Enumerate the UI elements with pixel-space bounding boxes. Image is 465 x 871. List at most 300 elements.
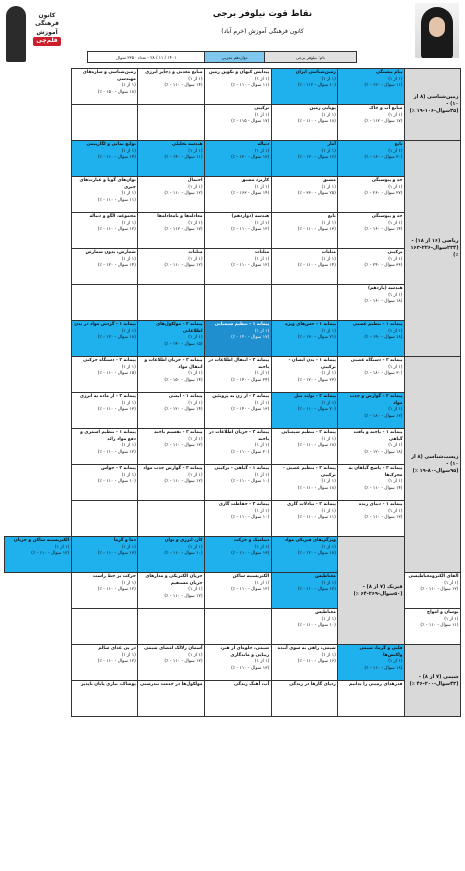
topic-cell [205, 357, 272, 393]
topic-title: زمین‌شناسی و سازه‌های مهندسی [82, 70, 136, 82]
table-row [5, 537, 461, 573]
topic-title: منابع معدنی و ذخایر انرژی [145, 70, 203, 75]
topic-stat: (۱ از ۱) [188, 220, 203, 226]
topic-stat: (۱۲ سوال - ۱۱۰ - ٪) [231, 227, 270, 232]
topic-cell [138, 501, 205, 537]
topic-stat: (۱ از ۱) [388, 112, 403, 118]
topic-cell [205, 501, 272, 537]
topic-title: پیمانه ۱ - ایمنی [168, 394, 203, 399]
exam-date: ۱۴۰۱ / ۱۱ / ۲۸ - تعداد ۳۳۵۰ سوال [88, 52, 204, 62]
topic-stat: (۱ از ۱) [388, 328, 403, 334]
topic-stat: (۱۱ سوال - ۱۱۰ - ٪) [297, 515, 336, 520]
topic-stat: (۱۱ سوال - ۱۲۰ - ٪) [364, 83, 403, 88]
topic-stat: (۱ از ۱) [188, 335, 203, 340]
topic-stat: (۱ از ۱) [188, 148, 203, 154]
subject-cell: زمین‌شناسی (۸ از ۱۰) - (۳۵سوال-۱۰۶-۱۹ ٪) [405, 69, 461, 141]
topic-stat: (۱۲ سوال - ۱۱۰ - ٪) [164, 479, 203, 484]
topic-cell [338, 213, 405, 249]
topic-stat: (۱۶ سوال - ۱۱۰ - ٪) [297, 659, 336, 664]
topic-stat: (۱۵ سوال - ۱۱۰ - ٪) [97, 371, 136, 376]
topic-cell [138, 249, 205, 285]
table-row [5, 69, 461, 105]
topic-cell [205, 105, 272, 141]
topic-title: مولکول‌ها در خدمت تندرستی [140, 682, 203, 687]
topic-title: احتمال [187, 178, 203, 183]
topic-title: هندسه (دوازدهم) [231, 214, 270, 219]
topic-stat: (۱ از ۱) [321, 76, 336, 82]
topic-stat: (۱۲ سوال - ۱۱۰ - ٪) [420, 587, 459, 592]
topic-cell [138, 681, 205, 717]
table-row [5, 501, 461, 537]
topic-cell [338, 141, 405, 177]
table-row [5, 429, 461, 465]
topic-stat: (۱۲ سوال - ۱۱۰ - ٪) [31, 551, 70, 556]
topic-cell [138, 537, 205, 573]
topic-stat: (۱ از ۱) [188, 544, 203, 550]
topic-stat: (۱۲ سوال - ۱۱۰ - ٪) [97, 659, 136, 664]
table-row [5, 321, 461, 357]
topic-cell [405, 573, 461, 609]
topic-stat: (۱ از ۱) [388, 184, 403, 190]
topic-title: آسمان زلالک امضای شیمی [144, 646, 203, 651]
topic-cell [338, 645, 405, 681]
topic-stat: (۱ از ۱) [444, 616, 459, 622]
topic-title: منابع آب و خاک [369, 106, 403, 111]
table-row [5, 645, 461, 681]
topic-cell [271, 681, 338, 717]
topic-stat: (۱۲ سوال - ۱۱۰ - ٪) [231, 587, 270, 592]
topic-title: حد و پیوستگی [371, 178, 403, 183]
table-row [5, 357, 461, 393]
topic-title: پیام بیستگی [375, 70, 403, 75]
topic-stat: (۱ از ۱) [254, 76, 270, 82]
topic-stat: (۱۴ سوال - ۱۲۰ - ٪) [164, 407, 203, 412]
topic-cell [271, 105, 338, 141]
topic-stat: (۱ از ۱) [321, 436, 336, 442]
topic-stat: (۱ از ۱) [188, 652, 203, 658]
topic-cell [71, 321, 138, 357]
topic-stat: (۱ از ۱) [321, 328, 336, 334]
topic-stat: (۱۸ سوال - ۱۵۰ - ٪) [97, 89, 136, 95]
topic-stat: (۱ از ۱) [188, 256, 203, 262]
topic-stat: (۱ از ۱) [254, 184, 270, 190]
topic-stat: (۱۱ سوال - ۱۱۰ - ٪) [97, 197, 136, 203]
topic-title: پیمانه ۳ - جریان اطلاعات در یاخته [208, 430, 270, 442]
topic-stat: (۱ از ۱) [254, 148, 270, 154]
topic-cell [71, 393, 138, 429]
topic-title: تابع [327, 214, 336, 219]
strengths-table [4, 68, 461, 717]
table-row [5, 105, 461, 141]
topic-cell [71, 429, 138, 465]
topic-cell [205, 249, 272, 285]
topic-title: ویژگی‌های فیزیکی مواد [284, 538, 336, 543]
topic-stat: (۱ از ۱) [388, 659, 403, 664]
topic-title: مثلثات [321, 250, 336, 255]
topic-stat: (۱۲ سوال - ۱۱۰ - ٪) [231, 263, 270, 268]
table-row [5, 465, 461, 501]
topic-stat: (۱۶ سوال - ۱۲۰ - ٪) [297, 155, 336, 160]
topic-title: معادله‌ها و نامعادله‌ها [157, 214, 203, 219]
student-photo [415, 3, 459, 58]
topic-title: نوسان و امواج [426, 610, 459, 615]
topic-title: کاربرد مشتق [241, 178, 270, 183]
topic-stat: (۱۸ سوال - ۱۲۰ - ٪) [97, 335, 136, 340]
topic-title: پویایی زمین [309, 106, 336, 111]
topic-stat: (۱ از ۱) [321, 371, 336, 376]
topic-stat: (۱۲ سوال - ۱۸۰ - ٪) [364, 413, 403, 419]
topic-stat: (۱۰ سوال - ۱۱۰ - ٪) [231, 515, 270, 520]
topic-title: پیمانه ۱ - گردش مواد در بدن [74, 322, 136, 327]
topic-cell [338, 249, 405, 285]
topic-stat: (۱ از ۱) [121, 400, 136, 406]
topic-title: حرکت بر خط راست [92, 574, 136, 579]
topic-title: شیمی، جلوه‌ای از هنر، زیبایی و ماندگاری [220, 646, 270, 658]
topic-stat: (۳۶ سوال - ۲۴۰ - ٪) [364, 263, 403, 268]
topic-cell [338, 393, 405, 429]
topic-title: کار، انرژی و توان [164, 538, 203, 543]
topic-title: پیمانه ۲ - حفاظت گازی [218, 502, 270, 507]
topic-stat: (۱ از ۱) [188, 472, 203, 478]
topic-stat: (۱ از ۱) [254, 112, 270, 118]
topic-stat: (۱ از ۱) [188, 587, 203, 592]
topic-stat: (۱۰ سوال - ۱۱۰ - ٪) [231, 479, 270, 484]
topic-title: پیدایش کیهان و تکوین زمین [208, 70, 270, 75]
topic-title: پیمانه ۱ - تنظیم اسمزی و دفع مواد زائد [80, 430, 136, 442]
topic-cell [271, 501, 338, 537]
topic-cell [205, 141, 272, 177]
topic-cell [71, 69, 138, 105]
topic-stat: (۱۱ سوال - ۱۱۰ - ٪) [231, 83, 270, 88]
topic-cell [205, 429, 272, 465]
topic-cell [138, 645, 205, 681]
topic-stat: (۱ از ۱) [121, 148, 136, 154]
topic-cell [71, 681, 138, 717]
topic-stat: (۱ از ۱) [388, 479, 403, 484]
topic-cell [205, 321, 272, 357]
topic-stat: (۱ از ۱) [321, 148, 336, 154]
topic-cell [338, 681, 405, 717]
topic-stat: (۱۸ سوال - ۱۱۰ - ٪) [364, 665, 403, 671]
topic-title: پیمانه ۲ - تنظیم عصبی - ترکیبی [283, 466, 336, 478]
topic-stat: (۱ از ۱) [321, 112, 336, 118]
topic-cell [338, 465, 405, 501]
topic-stat: (۱ از ۱) [254, 472, 270, 478]
topic-stat: (۱۲ سوال - ۱۱۰ - ٪) [97, 227, 136, 232]
topic-cell [205, 69, 272, 105]
topic-stat: (۱ از ۱) [121, 652, 136, 658]
topic-cell [71, 249, 138, 285]
topic-stat: (۱۲ سوال - ۱۱۰ - ٪) [97, 587, 136, 592]
table-row [5, 177, 461, 213]
topic-title: زمین‌شناسی ایران [295, 70, 336, 75]
topic-cell [338, 321, 405, 357]
topic-cell [138, 573, 205, 609]
topic-title: مشتق [322, 178, 336, 183]
topic-stat: (۱ از ۱) [188, 76, 203, 82]
topic-cell [205, 645, 272, 681]
topic-title: آمار [327, 142, 336, 147]
student-info-bar [87, 51, 357, 63]
topic-stat: (۲۳ سوال - ۱۲۰ - ٪) [297, 377, 336, 383]
topic-stat: (۱۱ سوال - ۱۴۰ - ٪) [164, 155, 203, 160]
topic-stat: (۱ از ۱) [321, 184, 336, 190]
topic-stat: (۱۸ سوال - ۱۱۰ - ٪) [297, 443, 336, 448]
topic-title: حد و پیوستگی [371, 214, 403, 219]
topic-title: توابع نمایی و لگاریتمی [86, 142, 136, 147]
topic-stat: (۱۵ سوال - ۱۴۰ - ٪) [164, 341, 203, 347]
topic-stat: (۱۲ سوال - ۱۱۰ - ٪) [164, 443, 203, 448]
topic-cell [271, 465, 338, 501]
topic-stat: (۱۳ سوال - ۱۱۰ - ٪) [297, 227, 336, 232]
topic-stat: (۱ از ۱) [121, 443, 136, 448]
topic-cell [205, 285, 272, 321]
topic-stat: (۲۱ سوال - ۱۳۰ - ٪) [297, 335, 336, 340]
topic-title: پیمانه ۱ - گیاهی - ترکیبی [214, 466, 270, 471]
topic-stat: (۱ از ۱) [121, 544, 136, 550]
topic-cell [138, 177, 205, 213]
topic-stat: (۱۴ سوال - ۱۱۰ - ٪) [164, 83, 203, 88]
topic-stat: (۱ از ۱) [254, 508, 270, 514]
topic-stat: (۱ از ۱) [254, 580, 270, 586]
topic-stat: (۱ از ۱) [121, 256, 136, 262]
topic-cell [271, 573, 338, 609]
topic-stat: (۱۳ سوال - ۱۱۰ - ٪) [97, 407, 136, 412]
topic-stat: (۱ از ۱) [254, 328, 270, 334]
topic-stat: (۱ از ۱) [121, 220, 136, 226]
topic-cell [271, 537, 338, 573]
topic-title: در پی غذای سالم [98, 646, 136, 651]
topic-cell [205, 573, 272, 609]
topic-cell [338, 177, 405, 213]
topic-stat: (۱۷ سوال - ۱۱۵ - ٪) [231, 119, 270, 124]
topic-stat: (۱ از ۱) [321, 479, 336, 484]
topic-cell [338, 69, 405, 105]
topic-stat: (۱۷ سوال - ۱۴۰ - ٪) [231, 335, 270, 340]
topic-cell [205, 609, 272, 645]
topic-stat: (۱۸ سوال - ۱۱۰ - ٪) [297, 119, 336, 124]
topic-title: پیمانه ۲ - تنظیم شیمیایی [281, 430, 336, 435]
topic-stat: (۱ از ۱) [254, 220, 270, 226]
topic-title: پیمانه ۲ - دستگاه عصبی [350, 358, 403, 363]
topic-cell [271, 321, 338, 357]
topic-stat: (۱ از ۱) [121, 191, 136, 196]
topic-cell [71, 645, 138, 681]
topic-stat: (۱ از ۱) [188, 371, 203, 376]
topic-title: القای الکترومغناطیسی [408, 574, 459, 579]
topic-stat: (۱۷ سوال - ۱۱۲ - ٪) [364, 119, 403, 124]
topic-stat: (۱ از ۱) [188, 400, 203, 406]
topic-title: پیمانه ۱ - حس‌های ویژه [285, 322, 336, 327]
topic-stat: (۱ از ۱) [254, 256, 270, 262]
topic-stat: (۱۳ سوال - ۱۱۰ - ٪) [231, 665, 270, 671]
topic-title: الکتریسیته ساکن و جریان [13, 538, 70, 543]
topic-stat: (۱ از ۱) [321, 652, 336, 658]
subject-cell: فیزیک (۷ از ۸) - (۵۰سوال-۲۶۹-۶۴ ٪) [338, 537, 405, 645]
table-row [5, 393, 461, 429]
topic-stat: (۱۲ سوال - ۱۱۰ - ٪) [164, 659, 203, 664]
student-grade: دوازدهم تجربی [204, 52, 263, 62]
topic-cell [138, 609, 205, 645]
topic-cell [338, 429, 405, 465]
topic-stat: (۱ از ۱) [321, 508, 336, 514]
logo-figure-icon [6, 6, 26, 62]
topic-stat: (۱۳ سوال - ۱۴۰ - ٪) [231, 407, 270, 412]
topic-stat: (۱ از ۱) [388, 220, 403, 226]
topic-stat: (۱ از ۱) [254, 659, 270, 664]
page-title: نقاط قوت نیلوفر برجی [212, 9, 313, 19]
topic-stat: (۱۴ سوال - ۱۶۰ - ٪) [364, 227, 403, 232]
topic-cell [271, 69, 338, 105]
kanoon-logo [4, 2, 66, 65]
topic-stat: (۲۴ سوال - ۱۴۰ - ٪) [231, 377, 270, 383]
table-row [5, 213, 461, 249]
topic-stat: (۱ از ۱) [388, 76, 403, 82]
topic-stat: (۲۰ سوال - ۱۱۰ - ٪) [297, 407, 336, 412]
topic-stat: (۱۲ سوال - ۱۱۰ - ٪) [97, 449, 136, 455]
topic-title: دنباله [257, 142, 270, 147]
topic-title: پیمانه ۲ - تبادلات گازی [287, 502, 336, 507]
topic-title: ردپای گازها در زندگی [289, 682, 336, 687]
topic-stat: (۱۸ سوال - ۱۲۰ - ٪) [297, 551, 336, 556]
topic-title: پیمانه ۱ - دنیای زنده [358, 502, 403, 507]
topic-cell [138, 141, 205, 177]
topic-title: پیمانه ۱ - بدن انسان - ترکیبی [288, 358, 336, 370]
topic-stat: (۱ از ۱) [321, 616, 336, 622]
topic-cell [138, 429, 205, 465]
topic-stat: (۱ از ۱) [254, 443, 270, 448]
report-header [0, 0, 465, 65]
topic-cell [71, 357, 138, 393]
topic-stat: (۱ از ۱) [388, 256, 403, 262]
topic-title: توان‌های گویا و عبارت‌های جبری [79, 178, 136, 190]
topic-cell [71, 465, 138, 501]
topic-cell [205, 177, 272, 213]
topic-stat: (۲۰ سوال - ۱۶۰ - ٪) [364, 155, 403, 160]
topic-stat: (۱۲ سوال - ۱۱۰ - ٪) [297, 587, 336, 592]
topic-title: تابع [394, 142, 403, 147]
topic-stat: (۱ از ۱) [254, 400, 270, 406]
topic-cell [338, 285, 405, 321]
topic-stat: (۱ از ۱) [321, 544, 336, 550]
topic-title: پیمانه ۲ - پاسخ گیاهان به محرک‌ها [348, 466, 403, 478]
topic-cell [71, 285, 138, 321]
topic-cell [138, 105, 205, 141]
student-name: نام: نیلوفر برجی [264, 52, 356, 62]
topic-stat: (۱۲ سوال - ۱۱۰ - ٪) [164, 593, 203, 599]
topic-stat: (۱۴ سوال - ۱۱۰ - ٪) [97, 155, 136, 160]
topic-stat: (۲۷ سوال - ۲۶۰ - ٪) [364, 191, 403, 196]
topic-cell [271, 213, 338, 249]
topic-stat: (۱ از ۱) [121, 580, 136, 586]
topic-cell [138, 393, 205, 429]
topic-stat: (۱ از ۱) [444, 580, 459, 586]
topic-title: پوشاک، نیازی پایان ناپذیر [80, 682, 136, 687]
topic-stat: (۱۰ سوال - ۱۱۰ - ٪) [97, 479, 136, 484]
topic-cell [138, 321, 205, 357]
topic-stat: (۱۲ سوال - ۱۲۰ - ٪) [231, 155, 270, 160]
topic-stat: (۲۵ سوال - ۳۶۰ - ٪) [297, 191, 336, 196]
topic-cell [338, 105, 405, 141]
subject-cell: شیمی (۷ از ۸) - (۴۳سوال-۲۰۰-۴۶ ٪) [405, 645, 461, 717]
topic-cell [205, 681, 272, 717]
topic-title: ترکیبی [254, 106, 270, 111]
topic-cell [338, 501, 405, 537]
topic-stat: (۱ از ۱) [321, 580, 336, 586]
topic-title: پیمانه ۲ - از ژن به پروتئین [212, 394, 270, 399]
topic-stat: (۱ از ۱) [388, 148, 403, 154]
table-row [5, 285, 461, 321]
topic-stat: (۱۸ سوال - ۱۱۰ - ٪) [297, 485, 336, 491]
topic-title: شیمی، راهی به سوی آینده [277, 646, 336, 651]
topic-cell [138, 465, 205, 501]
topic-cell [71, 213, 138, 249]
topic-stat: (۱۴ سوال - ۱۲۰ - ٪) [97, 263, 136, 268]
topic-stat: (۱۰ سوال - ۱۱۰ - ٪) [164, 551, 203, 556]
topic-cell [271, 177, 338, 213]
topic-stat: (۱ از ۱) [121, 472, 136, 478]
topic-cell [271, 429, 338, 465]
topic-stat: (۱۰ سوال - ۱۱۲ - ٪) [297, 83, 336, 88]
topic-title: دینامیک و حرکت [233, 538, 270, 543]
topic-title: پیمانه ۱ - تنظیم شیمیایی [214, 322, 270, 327]
topic-title: مجموعه، الگو و دنباله [89, 214, 136, 219]
topic-cell [271, 249, 338, 285]
topic-stat: (۱ از ۱) [321, 220, 336, 226]
topic-stat: (۱ از ۱) [188, 436, 203, 442]
topic-stat: (۳۰ سوال - ۱۸۰ - ٪) [364, 371, 403, 376]
topic-cell [71, 141, 138, 177]
topic-title: پیمانه ۲ - گوارش جذب مواد [143, 466, 203, 471]
topic-title: پیمانه ۲ - تولید مثل [294, 394, 336, 399]
topic-stat: (۱ از ۱) [121, 83, 136, 88]
topic-stat: (۱ از ۱) [121, 328, 136, 334]
logo-text: کانون فرهنگی آموزش قلم‌چی [35, 12, 59, 45]
table-row [5, 141, 461, 177]
topic-cell [271, 609, 338, 645]
topic-stat: (۱ از ۱) [388, 443, 403, 448]
topic-cell [71, 177, 138, 213]
topic-cell [5, 537, 72, 573]
topic-stat: (۱ از ۱) [388, 508, 403, 514]
topic-cell [205, 537, 272, 573]
topic-cell [205, 213, 272, 249]
topic-stat: (۱ از ۱) [321, 256, 336, 262]
topic-cell [271, 645, 338, 681]
topic-stat: (۱ از ۱) [388, 364, 403, 370]
topic-stat: (۱ از ۱) [254, 371, 270, 376]
topic-title: پیمانه ۳ - از ماده به انرژی [79, 394, 136, 399]
topic-title: قدرهدای زمینی را بدانیم [348, 682, 403, 687]
topic-title: جریان الکتریکی و مدارهای جریان مستقیم [145, 574, 203, 586]
topic-stat: (۱۸ سوال - ۱۲۰ - ٪) [364, 449, 403, 455]
topic-title: مثلثات [188, 250, 203, 255]
table-row [5, 249, 461, 285]
subject-cell: زیست‌شناسی (۸ از ۱۰) - (۹۵سوال-۸۰-۱۹ ٪) [405, 357, 461, 573]
topic-cell [71, 105, 138, 141]
topic-stat: (۱ از ۱) [121, 364, 136, 370]
topic-title: پیمانه ۲ - گوارش و جذب مواد [349, 394, 403, 406]
topic-cell [138, 357, 205, 393]
topic-cell [138, 285, 205, 321]
topic-stat: (۱۴ سوال - ۱۶۳ - ٪) [231, 191, 270, 196]
table-row [5, 681, 461, 717]
topic-cell [271, 357, 338, 393]
page-subtitle: کانون فرهنگی آموزش (خرم آباد) [221, 28, 304, 35]
topic-cell [71, 537, 138, 573]
topic-title: الکتریسیته ساکن [232, 574, 270, 579]
topic-stat: (۱۳ سوال - ۱۱۰ - ٪) [231, 551, 270, 556]
